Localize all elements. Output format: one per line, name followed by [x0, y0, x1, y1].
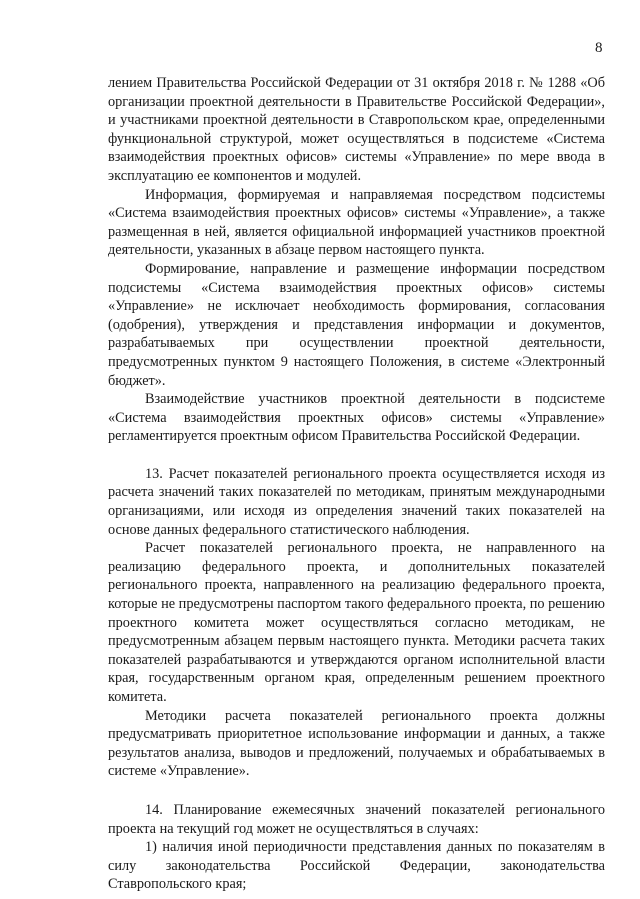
paragraph: Расчет показателей регионального проекта, не направленного на реализацию федерального проекта, и дополнительных показателей регионального проекта, направленного на реализацию федерального проекта, которые не предусмотрены паспортом такого федерального проекта, по решению проектного комитета может осуществляться согласно методикам, не предусмотренным абзацем первым настоящего пункта. Методики расчета таких показателей разрабатываются и утверждаются органом исполнительной власти края, государственным органом края, определенным решением проектного комитета. [108, 540, 605, 705]
paragraph: Формирование, направление и размещение информации посредством подсистемы «Система взаимодействия проектных офисов» системы «Управление» не исключает необходимость формирования, согласования (одобрения), утверждения и представления информации и документов, разрабатываемых при осуществлении проектной деятельности, предусмотренных пунктом 9 настоящего Положения, в системе «Электронный бюджет». [108, 260, 605, 389]
paragraph: 1) наличия иной периодичности представления данных по показателям в силу законодательства Российской Федерации, законодательства Ставропольского края; [108, 839, 605, 893]
page-number: 8 [595, 40, 603, 56]
paragraph: 14. Планирование ежемесячных значений показателей регионального проекта на текущий год может не осуществляться в случаях: [108, 801, 605, 837]
paragraph: 13. Расчет показателей регионального проекта осуществляется исходя из расчета значений таких показателей по методикам, принятым международными организациями, или исходя из определения значений таких показателей на основе данных федерального статистического наблюдения. [108, 465, 605, 538]
paragraph: лением Правительства Российской Федерации от 31 октября 2018 г. № 1288 «Об организации проектной деятельности в Правительстве Российской Федерации», и участниками проектной деятельности в Ставропольском крае, определенными функциональной структурой, может осуществляться в подсистеме «Система взаимодействия проектных офисов» системы «Управление» по мере ввода в эксплуатацию ее компонентов и модулей. [108, 75, 605, 184]
document-body [108, 74, 605, 894]
paragraph: Методики расчета показателей регионального проекта должны предусматривать приоритетное использование информации и данных, а также результатов анализа, выводов и предложений, получаемых и обрабатываемых в системе «Управление». [108, 707, 605, 780]
paragraph: Взаимодействие участников проектной деятельности в подсистеме «Система взаимодействия проектных офисов» системы «Управление» регламентируется проектным офисом Правительства Российской Федерации. [108, 391, 605, 445]
paragraph: Информация, формируемая и направляемая посредством подсистемы «Система взаимодействия проектных офисов» системы «Управление», а также размещенная в ней, является официальной информацией участников проектной деятельности, указанных в абзаце первом настоящего пункта. [108, 186, 605, 259]
